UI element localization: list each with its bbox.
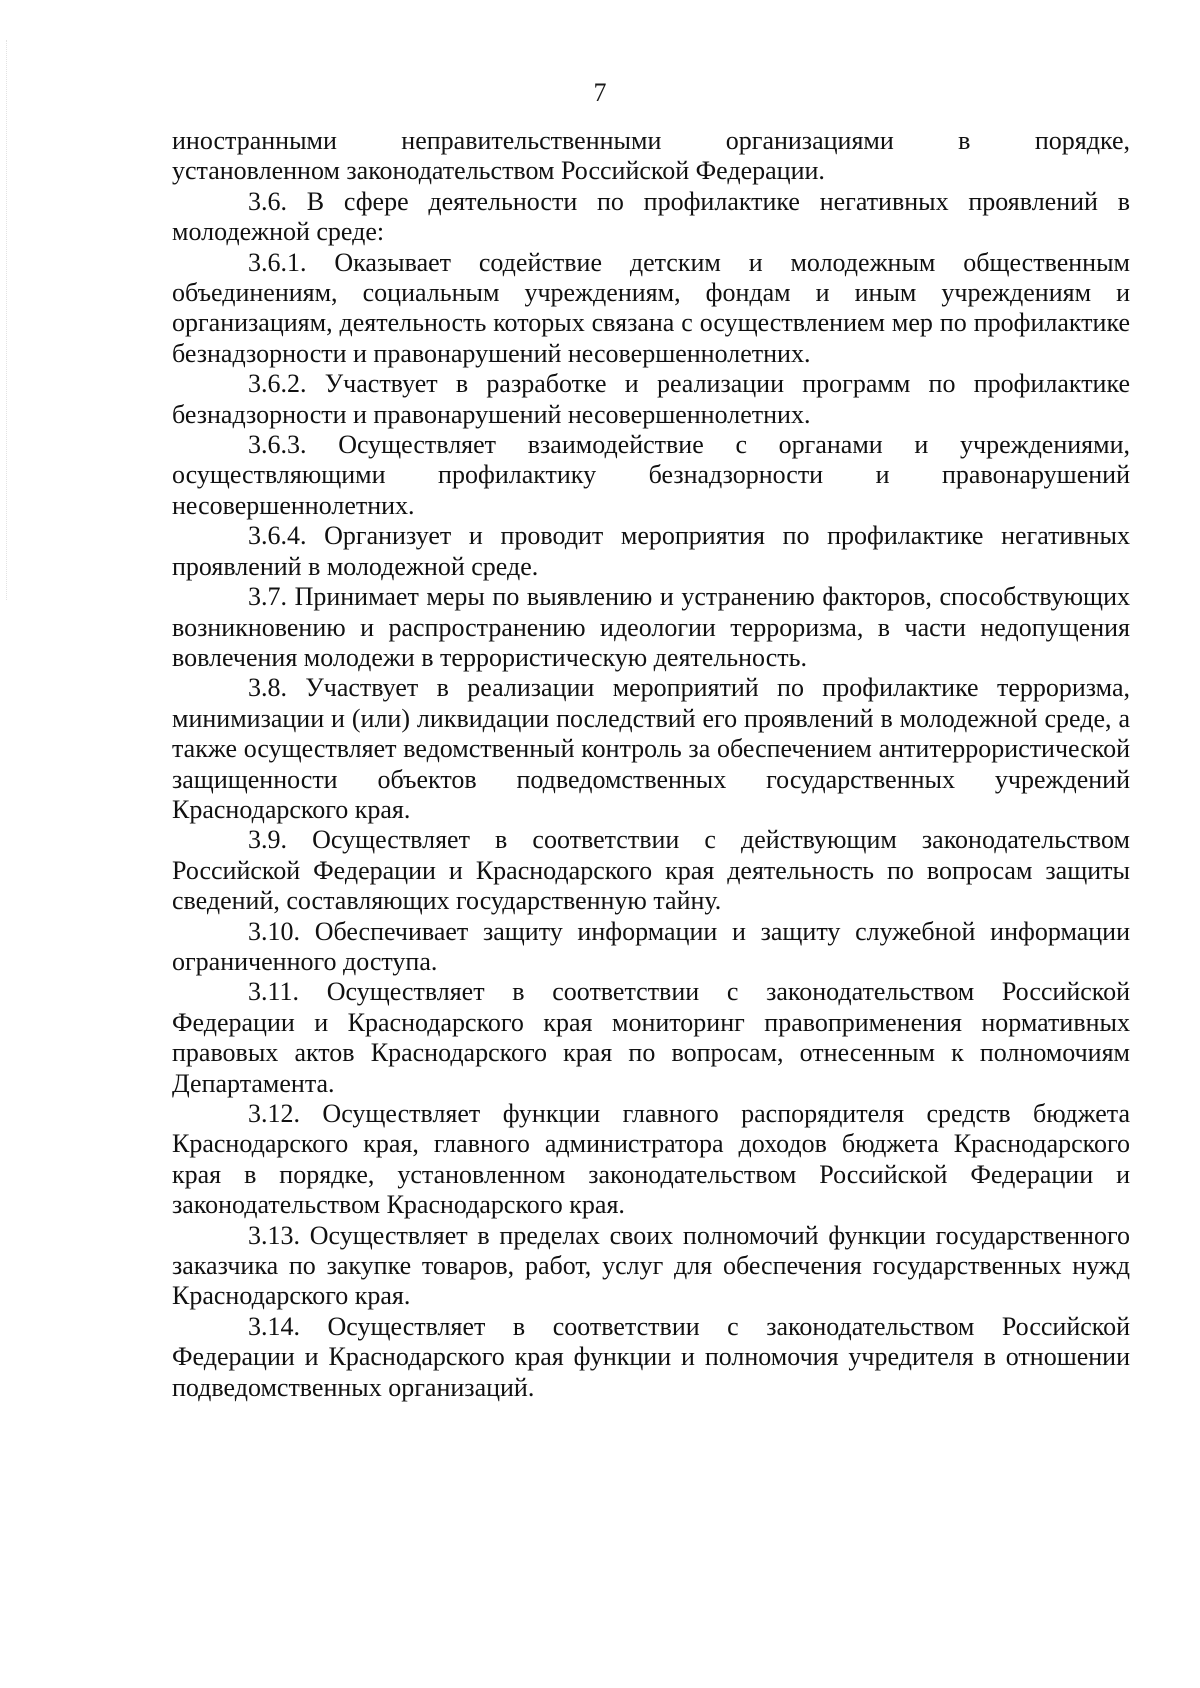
paragraph: 3.6.2. Участвует в разработке и реализации программ по профилактике безнадзорности и правонарушений несовершеннолетних. bbox=[172, 369, 1130, 429]
paragraph: 3.14. Осуществляет в соответствии с законодательством Российской Федерации и Краснодарского края функции и полномочия учредителя в отношении подведомственных организаций. bbox=[172, 1311, 1130, 1402]
document-body bbox=[172, 126, 1130, 1403]
paragraph: 3.9. Осуществляет в соответствии с действующим законодательством Российской Федерации и Краснодарского края деятельность по вопросам защиты сведений, составляющих государственную тайну. bbox=[172, 825, 1130, 916]
scan-margin-marks bbox=[6, 40, 11, 600]
paragraph: 3.12. Осуществляет функции главного распорядителя средств бюджета Краснодарского края, главного администратора доходов бюджета Краснодарского края в порядке, установленном законодательством Российской Федерации и законодательством Краснодарского края. bbox=[172, 1099, 1130, 1220]
paragraph: установленном законодательством Российской Федерации. bbox=[172, 156, 825, 186]
paragraph: 3.6.1. Оказывает содействие детским и молодежным общественным объединениям, социальным учреждениям, фондам и иным учреждениям и организациям, деятельность которых связана с осуществлением мер по профилактике безнадзорности и правонарушений несовершеннолетних. bbox=[172, 247, 1130, 368]
paragraph: 3.8. Участвует в реализации мероприятий по профилактике терроризма, минимизации и (или) ликвидации последствий его проявлений в молодежной среде, а также осуществляет ведомственный контроль за обеспечением антитеррористической защищенности объектов подведомственных государственных учреждений Краснодарского края. bbox=[172, 673, 1130, 824]
paragraph: 3.13. Осуществляет в пределах своих полномочий функции государственного заказчика по закупке товаров, работ, услуг для обеспечения государственных нужд Краснодарского края. bbox=[172, 1220, 1130, 1311]
paragraph: 3.6. В сфере деятельности по профилактике негативных проявлений в молодежной среде: bbox=[172, 186, 1130, 247]
paragraph: 3.7. Принимает меры по выявлению и устранению факторов, способствующих возникновению и распространению идеологии терроризма, в части недопущения вовлечения молодежи в террористическую деятельность. bbox=[172, 582, 1130, 672]
paragraph: 3.6.3. Осуществляет взаимодействие с органами и учреждениями, осуществляющими профилактику безнадзорности и правонарушений несовершеннолетних. bbox=[172, 430, 1130, 520]
paragraph: 3.11. Осуществляет в соответствии с законодательством Российской Федерации и Краснодарского края мониторинг правоприменения нормативных правовых актов Краснодарского края по вопросам, отнесенным к полномочиям Департамента. bbox=[172, 977, 1130, 1098]
paragraph: 3.10. Обеспечивает защиту информации и защиту служебной информации ограниченного доступа. bbox=[172, 916, 1130, 976]
page-number: 7 bbox=[593, 78, 607, 107]
paragraph: 3.6.4. Организует и проводит мероприятия по профилактике негативных проявлений в молодежной среде. bbox=[172, 521, 1130, 581]
paragraph: иностранными неправительственными организациями в порядке, bbox=[172, 126, 1130, 155]
